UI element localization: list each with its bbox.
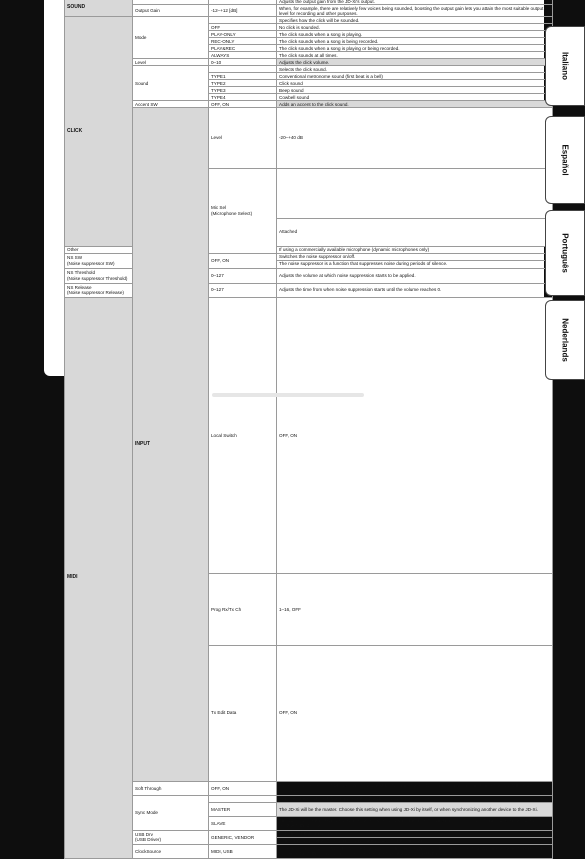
parameter-cell: Output Gain bbox=[133, 5, 209, 17]
description-cell: Adjusts the volume at which noise suppression starts to be applied. bbox=[277, 268, 553, 283]
value-cell: 1–16, OFF bbox=[277, 574, 553, 645]
description-cell: Conventional metronome sound (first beat is a bell) bbox=[277, 73, 553, 80]
description-cell: The click sounds when a song is playing. bbox=[277, 31, 553, 38]
value-cell: TYPE2 bbox=[209, 80, 277, 87]
description-cell: Beep sound bbox=[277, 87, 553, 94]
table-row bbox=[65, 59, 553, 66]
parameter-cell: Accent SW bbox=[133, 101, 209, 108]
parameter-cell: Level bbox=[209, 108, 277, 168]
description-cell: The JD-Xi will be the master. Choose this setting when using JD-Xi by itself, or when synchronizing another device to the JD-Xi. bbox=[277, 802, 553, 816]
parameter-cell: NS SW (Noise suppressor SW) bbox=[65, 253, 133, 268]
value-cell: OFF, ON bbox=[209, 253, 277, 268]
table-row bbox=[65, 830, 553, 837]
description-cell: The noise suppressor is a function that suppresses noise during periods of silence. bbox=[277, 260, 553, 268]
description-cell: No click is sounded. bbox=[277, 24, 553, 31]
description-cell: * This setting will take effect when you turn the power off, then on again. bbox=[277, 837, 553, 844]
parameter-cell: Local Switch bbox=[209, 297, 277, 574]
parameter-cell: NS Release (Noise suppressor Release) bbox=[65, 283, 133, 297]
side-tab-label: Português bbox=[560, 233, 570, 273]
description-cell: Specifies the synchronization message that the JD-Xi will use for operation. bbox=[277, 795, 553, 802]
value-cell: OFF, ON bbox=[209, 781, 277, 795]
table-row bbox=[65, 108, 553, 168]
value-cell: TYPE4 bbox=[209, 94, 277, 101]
parameter-cell: Prog Rx/Tx Ch bbox=[209, 574, 277, 645]
parameter-cell: Sound bbox=[133, 66, 209, 101]
description-cell: Sets the USB driver (p. 15). bbox=[277, 830, 553, 837]
side-tab-label: Italiano bbox=[560, 51, 570, 81]
table-row bbox=[65, 5, 553, 17]
description-cell: The click sounds at all times. bbox=[277, 52, 553, 59]
description-cell: Cowbell sound bbox=[277, 94, 553, 101]
table-row bbox=[65, 66, 553, 73]
description-cell: Adjusts the click volume. bbox=[277, 59, 553, 66]
value-cell bbox=[209, 795, 277, 802]
parameter-cell: Mic Sel (Microphone Select) bbox=[209, 168, 277, 253]
parameter-cell: ClockSource bbox=[133, 844, 209, 858]
side-tab-portugues[interactable] bbox=[545, 210, 585, 296]
description-cell: Specifies how the click will be sounded. bbox=[277, 17, 553, 24]
description-cell: Adds an accent to the click sound. bbox=[277, 101, 553, 108]
value-cell: GENERIC, VENDOR bbox=[209, 830, 277, 844]
value-cell: MASTER bbox=[209, 802, 277, 816]
parameter-cell: NS Threshold (Noise suppressor Threshold) bbox=[65, 268, 133, 283]
section-cell: SOUND bbox=[65, 0, 133, 17]
value-cell: 0–127 bbox=[209, 268, 277, 283]
description-cell: Click sound bbox=[277, 80, 553, 87]
description-cell: The JD-Xi will be the slave. Choose this setting when you want the JD-Xi to synchronize to MIDI Clock messages received from another MIDI device. bbox=[277, 816, 553, 830]
table-row bbox=[65, 795, 553, 802]
value-cell: TYPE3 bbox=[209, 87, 277, 94]
description-cell: The click sounds when a song is playing or being recorded. bbox=[277, 45, 553, 52]
value-cell: MIDI, USB bbox=[209, 844, 277, 858]
value-cell bbox=[209, 17, 277, 24]
value-cell: OFF, ON bbox=[209, 101, 277, 108]
value-cell: -12–+12 [dB] bbox=[209, 5, 277, 17]
value-cell: 0–127 bbox=[209, 283, 277, 297]
description-cell: The click sounds when a song is being recorded. bbox=[277, 38, 553, 45]
value-cell: TYPE1 bbox=[209, 73, 277, 80]
description-cell: If this is "ON," incoming MIDI messages from the MIDI IN connector will be re-transmitted without change from the MIDI OUT connector. bbox=[277, 781, 553, 795]
side-tab-nederlands[interactable] bbox=[545, 300, 585, 380]
parameter-cell: Sync Mode bbox=[133, 795, 209, 830]
side-tab-espanol[interactable] bbox=[545, 116, 585, 204]
value-cell: 0–10 bbox=[209, 59, 277, 66]
value-cell bbox=[277, 168, 553, 218]
description-cell: Adjusts the output gain from the JD-Xi's output. bbox=[277, 0, 553, 5]
value-cell: Attached bbox=[277, 218, 553, 246]
section-cell: MIDI bbox=[65, 297, 133, 858]
side-tab-label: Español bbox=[560, 144, 570, 176]
parameter-cell: Soft Through bbox=[133, 781, 209, 795]
side-tab-italiano[interactable] bbox=[545, 26, 585, 106]
value-cell: ALWAYS bbox=[209, 52, 277, 59]
parameter-cell: Level bbox=[133, 59, 209, 66]
description-cell: Selects the click sound. bbox=[277, 66, 553, 73]
value-cell: SLAVE bbox=[209, 816, 277, 830]
description-cell: When, for example, there are relatively few voices being sounded, boosting the output gain lets you attain the most suitable output level for recording and other purposes. bbox=[277, 5, 553, 17]
home-indicator[interactable] bbox=[212, 393, 364, 397]
parameter-cell: Mode bbox=[133, 17, 209, 59]
section-cell: CLICK bbox=[65, 17, 133, 246]
description-cell: If using a commercially available microphone (dynamic microphones only) bbox=[277, 246, 553, 253]
value-cell: -20–+40 dB bbox=[277, 108, 553, 168]
table-row bbox=[65, 17, 553, 24]
description-cell: Adjusts the time from when noise suppression starts until the volume reaches 0. bbox=[277, 283, 553, 297]
section-cell: INPUT bbox=[133, 108, 209, 781]
value-cell: OFF, ON bbox=[277, 645, 553, 781]
value-cell bbox=[209, 66, 277, 73]
parameter-cell: Tx Edit Data bbox=[209, 645, 277, 781]
table-row bbox=[65, 844, 553, 858]
value-cell: OFF, ON bbox=[277, 297, 553, 574]
value-cell: OFF bbox=[209, 24, 277, 31]
table-row bbox=[65, 101, 553, 108]
description-cell: Switches the noise suppressor on/off. bbox=[277, 253, 553, 260]
value-cell: REC-ONLY bbox=[209, 38, 277, 45]
table-row bbox=[65, 781, 553, 795]
value-cell: PLAY&REC bbox=[209, 45, 277, 52]
value-cell: PLAY-ONLY bbox=[209, 31, 277, 38]
value-cell: Other bbox=[65, 246, 133, 253]
page-number: 13 bbox=[529, 376, 541, 387]
parameter-table-body bbox=[65, 0, 553, 858]
description-cell: When the Sync Mode is "SLAVE," this setting specifies whether the JD-Xi synchronizes to synchronization messages from the MIDI IN connector (MIDI) or to synchronization messages from the USB port (USB). bbox=[277, 844, 553, 858]
parameter-table bbox=[64, 0, 553, 859]
parameter-cell: USB Drv (USB Driver) bbox=[133, 830, 209, 844]
side-tab-label: Nederlands bbox=[560, 318, 570, 362]
